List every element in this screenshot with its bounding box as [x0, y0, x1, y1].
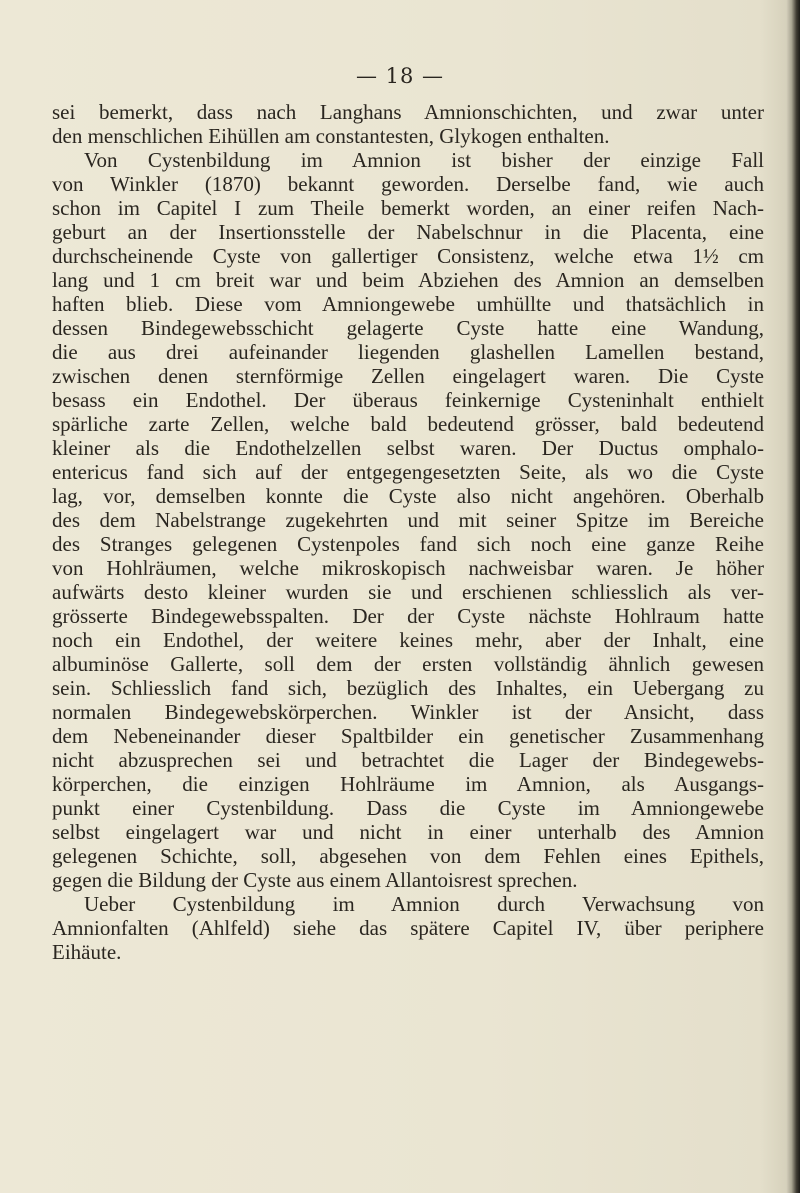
- text-line: durchscheinende Cyste von gallertiger Consistenz, welche etwa 1½ cm: [52, 244, 764, 268]
- text-line: kleiner als die Endothelzellen selbst waren. Der Ductus omphalo-: [52, 436, 764, 460]
- page-number: — 18 —: [355, 64, 445, 88]
- page-edge-shadow: [786, 0, 800, 1193]
- text-line: lag, vor, demselben konnte die Cyste also nicht angehören. Oberhalb: [52, 484, 764, 508]
- text-line: den menschlichen Eihüllen am constantesten, Glykogen enthalten.: [52, 124, 610, 148]
- text-line: dessen Bindegewebsschicht gelagerte Cyste hatte eine Wandung,: [52, 316, 764, 340]
- text-line: gelegenen Schichte, soll, abgesehen von dem Fehlen eines Epithels,: [52, 844, 764, 868]
- text-line: Von Cystenbildung im Amnion ist bisher der einzige Fall: [84, 148, 764, 172]
- text-line: besass ein Endothel. Der überaus feinkernige Cysteninhalt enthielt: [52, 388, 764, 412]
- text-line: die aus drei aufeinander liegenden glashellen Lamellen bestand,: [52, 340, 764, 364]
- text-line: entericus fand sich auf der entgegengesetzten Seite, als wo die Cyste: [52, 460, 764, 484]
- text-line: selbst eingelagert war und nicht in einer unterhalb des Amnion: [52, 820, 764, 844]
- text-line: haften blieb. Diese vom Amniongewebe umhüllte und thatsächlich in: [52, 292, 764, 316]
- text-line: des dem Nabelstrange zugekehrten und mit seiner Spitze im Bereiche: [52, 508, 764, 532]
- text-line: Eihäute.: [52, 940, 122, 964]
- text-line: grösserte Bindegewebsspalten. Der der Cyste nächste Hohlraum hatte: [52, 604, 764, 628]
- text-line: körperchen, die einzigen Hohlräume im Amnion, als Ausgangs-: [52, 772, 764, 796]
- text-line: albuminöse Gallerte, soll dem der ersten vollständig ähnlich gewesen: [52, 652, 764, 676]
- text-line: gegen die Bildung der Cyste aus einem Allantoisrest sprechen.: [52, 868, 578, 892]
- text-line: Amnionfalten (Ahlfeld) siehe das spätere Capitel IV, über periphere: [52, 916, 764, 940]
- text-line: zwischen denen sternförmige Zellen eingelagert waren. Die Cyste: [52, 364, 764, 388]
- text-line: sein. Schliesslich fand sich, bezüglich des Inhaltes, ein Uebergang zu: [52, 676, 764, 700]
- text-line: normalen Bindegewebskörperchen. Winkler ist der Ansicht, dass: [52, 700, 764, 724]
- text-line: spärliche zarte Zellen, welche bald bedeutend grösser, bald bedeutend: [52, 412, 764, 436]
- text-line: von Hohlräumen, welche mikroskopisch nachweisbar waren. Je höher: [52, 556, 764, 580]
- text-line: noch ein Endothel, der weitere keines mehr, aber der Inhalt, eine: [52, 628, 764, 652]
- text-line: Ueber Cystenbildung im Amnion durch Verwachsung von: [84, 892, 764, 916]
- text-line: dem Nebeneinander dieser Spaltbilder ein genetischer Zusammenhang: [52, 724, 764, 748]
- text-line: aufwärts desto kleiner wurden sie und erschienen schliesslich als ver-: [52, 580, 764, 604]
- text-line: des Stranges gelegenen Cystenpoles fand sich noch eine ganze Reihe: [52, 532, 764, 556]
- text-line: von Winkler (1870) bekannt geworden. Derselbe fand, wie auch: [52, 172, 764, 196]
- body-text: [52, 100, 764, 964]
- text-line: nicht abzusprechen sei und betrachtet die Lager der Bindegewebs-: [52, 748, 764, 772]
- text-line: punkt einer Cystenbildung. Dass die Cyste im Amniongewebe: [52, 796, 764, 820]
- text-line: geburt an der Insertionsstelle der Nabelschnur in die Placenta, eine: [52, 220, 764, 244]
- text-line: schon im Capitel I zum Theile bemerkt worden, an einer reifen Nach-: [52, 196, 764, 220]
- text-line: lang und 1 cm breit war und beim Abziehen des Amnion an demselben: [52, 268, 764, 292]
- text-line: sei bemerkt, dass nach Langhans Amnionschichten, und zwar unter: [52, 100, 764, 124]
